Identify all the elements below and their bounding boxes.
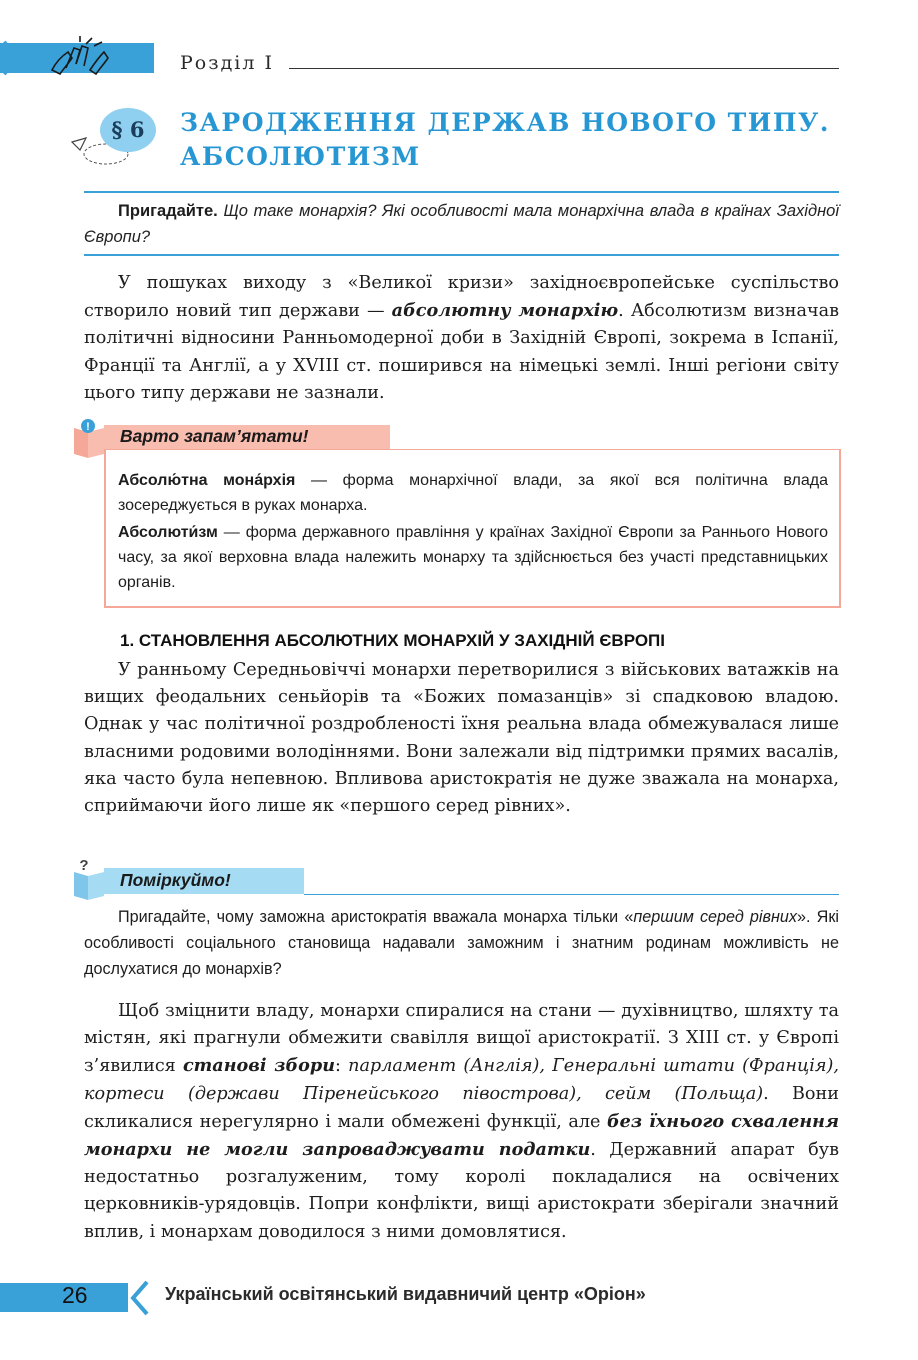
body2-emphasis-taxes: без їхнього схвалення монархи не могли запроваджувати податки [84, 1110, 840, 1161]
think-text-2: ». Які особливості соціального становища надавали заможним і знатним родинам можливість не дослухатися до монархів? [84, 908, 839, 978]
think-rule [304, 894, 839, 895]
definition-absolute-monarchy [118, 468, 828, 518]
def2-text: — форма державного правління у країнах Західної Європи за Раннього Нового часу, за якої верховна влада належить монарху та здійснюється без участі представницьких органів. [118, 524, 828, 591]
title-line-1: ЗАРОДЖЕННЯ ДЕРЖАВ НОВОГО ТИПУ. [180, 108, 830, 137]
header-rule [289, 68, 839, 69]
section-label: Розділ I [180, 52, 274, 74]
body2-text-c: : [334, 1056, 349, 1077]
chevron-right-icon [0, 40, 22, 76]
definition-absolutism [118, 520, 828, 595]
def2-term: Абсолюти́зм [118, 524, 218, 541]
recall-label: Пригадайте. [118, 202, 218, 220]
section1-paragraph: У ранньому Середньовіччі монархи перетворилися з військових ватажків на вищих феодальних сеньйорів та «Божих помазанців» зі спадковою владою. Однак у час політичної роздробленості їхня реальна влада обмежувалася лише власними родовими володіннями. Вони залежали від підтримки прямих васалів, яка часто була непевною. Впливова аристократія не дуже зважала на монарха, сприймаючи його лише як «першого серед рівних». [84, 660, 839, 817]
body2-term-estates: станові збори [182, 1055, 335, 1077]
def1-text: — форма монархічної влади, за якої вся політична влада зосереджується в руках монарха. [118, 472, 828, 514]
think-text-1: Пригадайте, чому заможна аристократія вважала монарха тільки « [118, 908, 634, 926]
recall-rule-bottom [84, 254, 839, 256]
think-emphasis: першим серед рівних [633, 908, 797, 926]
remember-title: Варто запам’ятати! [120, 426, 309, 446]
question-book-icon [70, 858, 106, 900]
recall-rule-top [84, 191, 839, 193]
hands-icon [46, 36, 116, 78]
body2-text-e: . Вони скликалися нерегулярно і мали обмежені функції, але [84, 1083, 839, 1132]
intro-text-1: У пошуках виходу з «Великої кризи» західноєвропейське суспільство створило новий тип держави — [84, 273, 839, 322]
think-icon-mark: ? [79, 858, 89, 874]
section-heading: 1. СТАНОВЛЕННЯ АБСОЛЮТНИХ МОНАРХІЙ У ЗАХІДНІЙ ЄВРОПІ [120, 631, 665, 650]
body2-examples: парламент (Англія), Генеральні штати (Франція), кортеси (держави Піренейського півострова), сейм (Польща) [84, 1056, 839, 1104]
intro-paragraph [84, 270, 839, 407]
recall-box [84, 198, 839, 250]
exclamation-book-icon [70, 418, 106, 458]
remember-icon-mark: ! [86, 421, 90, 433]
recall-question: Що таке монархія? Які особливості мала монархічна влада в країнах Західної Європи? [84, 202, 839, 246]
chevron-left-icon [127, 1280, 151, 1316]
body2-text-a: Щоб зміцнити владу, монархи спиралися на стани — духівництво, шляхту та містян, які прагнули обмежити свавілля вищої аристократії. З XIII ст. у Європі з’явилися [84, 1001, 839, 1077]
title-line-2: АБСОЛЮТИЗМ [180, 142, 421, 171]
intro-text-2: . Абсолютизм визначав політичні відносини Ранньомодерної доби в Західній Європі, зокрема в Іспанії, Франції та Англії, а у XVIII ст. поширився на німецькі землі. Інші регіони світу цього типу держави не зазнали. [84, 301, 840, 403]
body2-text-g: . Державний апарат був недостатньо розгалуженим, тому королі покладалися на освічених церковників-урядовців. Попри конфлікти, вищі аристократи зберігали значний вплив, і монархам доводилося з ними домовлятися. [84, 1140, 839, 1242]
def1-term: Абсолю́тна мона́рхія [118, 472, 296, 489]
page-number: 26 [62, 1282, 88, 1308]
intro-term: абсолютну монархію [391, 300, 619, 322]
estates-paragraph [84, 998, 839, 1246]
paragraph-badge: § 6 [100, 108, 156, 152]
publisher-name: Український освітянський видавничий центр «Оріон» [165, 1284, 646, 1304]
think-title: Поміркуймо! [120, 870, 231, 890]
page-title [180, 106, 840, 174]
think-question [84, 904, 839, 982]
